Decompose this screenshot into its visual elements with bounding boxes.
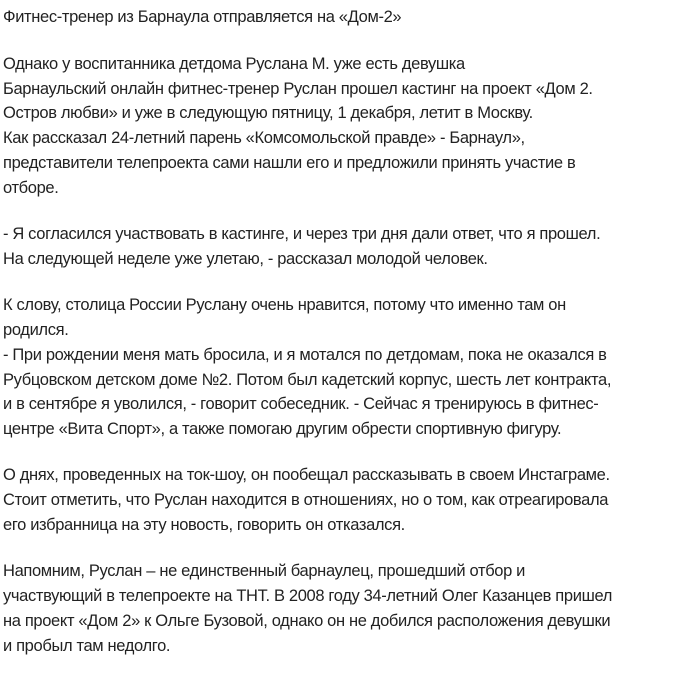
paragraph-line: К слову, столица России Руслану очень нравится, потому что именно там он (3, 296, 566, 315)
paragraph-line: и в сентябре я уволился, - говорит собеседник. - Сейчас я тренируюсь в фитнес- (3, 395, 599, 414)
paragraph-line: Остров любви» и уже в следующую пятницу, 1 декабря, летит в Москву. (3, 104, 533, 123)
paragraph-line: - Я согласился участвовать в кастинге, и через три дня дали ответ, что я прошел. (3, 225, 601, 244)
paragraph-line: на проект «Дом 2» к Ольге Бузовой, однако он не добился расположения девушки (3, 611, 611, 630)
paragraph-line: О днях, проведенных на ток-шоу, он пообещал рассказывать в своем Инстаграме. (3, 466, 610, 485)
paragraph-line: - При рождении меня мать бросила, и я мотался по детдомам, пока не оказался в (3, 345, 607, 364)
article (3, 5, 697, 680)
paragraph-line: и пробыл там недолго. (3, 636, 171, 655)
paragraph-line: представители телепроекта сами нашли его и предложили принять участие в (3, 153, 576, 172)
paragraph-line: Рубцовском детском доме №2. Потом был кадетский корпус, шесть лет контракта, (3, 370, 612, 389)
paragraph (3, 293, 697, 442)
paragraph-line: отборе. (3, 178, 59, 197)
paragraph-line: Барнаульский онлайн фитнес-тренер Руслан прошел кастинг на проект «Дом 2. (3, 79, 593, 98)
paragraph (3, 222, 697, 272)
paragraph-line: Напомним, Руслан – не единственный барнаулец, прошедший отбор и (3, 562, 526, 581)
paragraph-line: его избранница на эту новость, говорить он отказался. (3, 516, 405, 535)
article-body (3, 52, 697, 659)
paragraph-line: участвующий в телепроекте на ТНТ. В 2008 году 34-летний Олег Казанцев пришел (3, 587, 613, 606)
paragraph-line: Как рассказал 24-летний парень «Комсомольской правде» - Барнаул», (3, 129, 525, 148)
paragraph (3, 52, 697, 201)
paragraph (3, 463, 697, 537)
paragraph-line: центре «Вита Спорт», а также помогаю другим обрести спортивную фигуру. (3, 420, 562, 439)
paragraph-line: Стоит отметить, что Руслан находится в отношениях, но о том, как отреагировала (3, 491, 609, 510)
article-title: Фитнес-тренер из Барнаула отправляется на «Дом-2» (3, 8, 402, 26)
paragraph (3, 559, 697, 658)
paragraph-line: На следующей неделе уже улетаю, - рассказал молодой человек. (3, 249, 488, 268)
paragraph-line: Однако у воспитанника детдома Руслана М. уже есть девушка (3, 54, 465, 73)
paragraph-line: родился. (3, 320, 69, 339)
